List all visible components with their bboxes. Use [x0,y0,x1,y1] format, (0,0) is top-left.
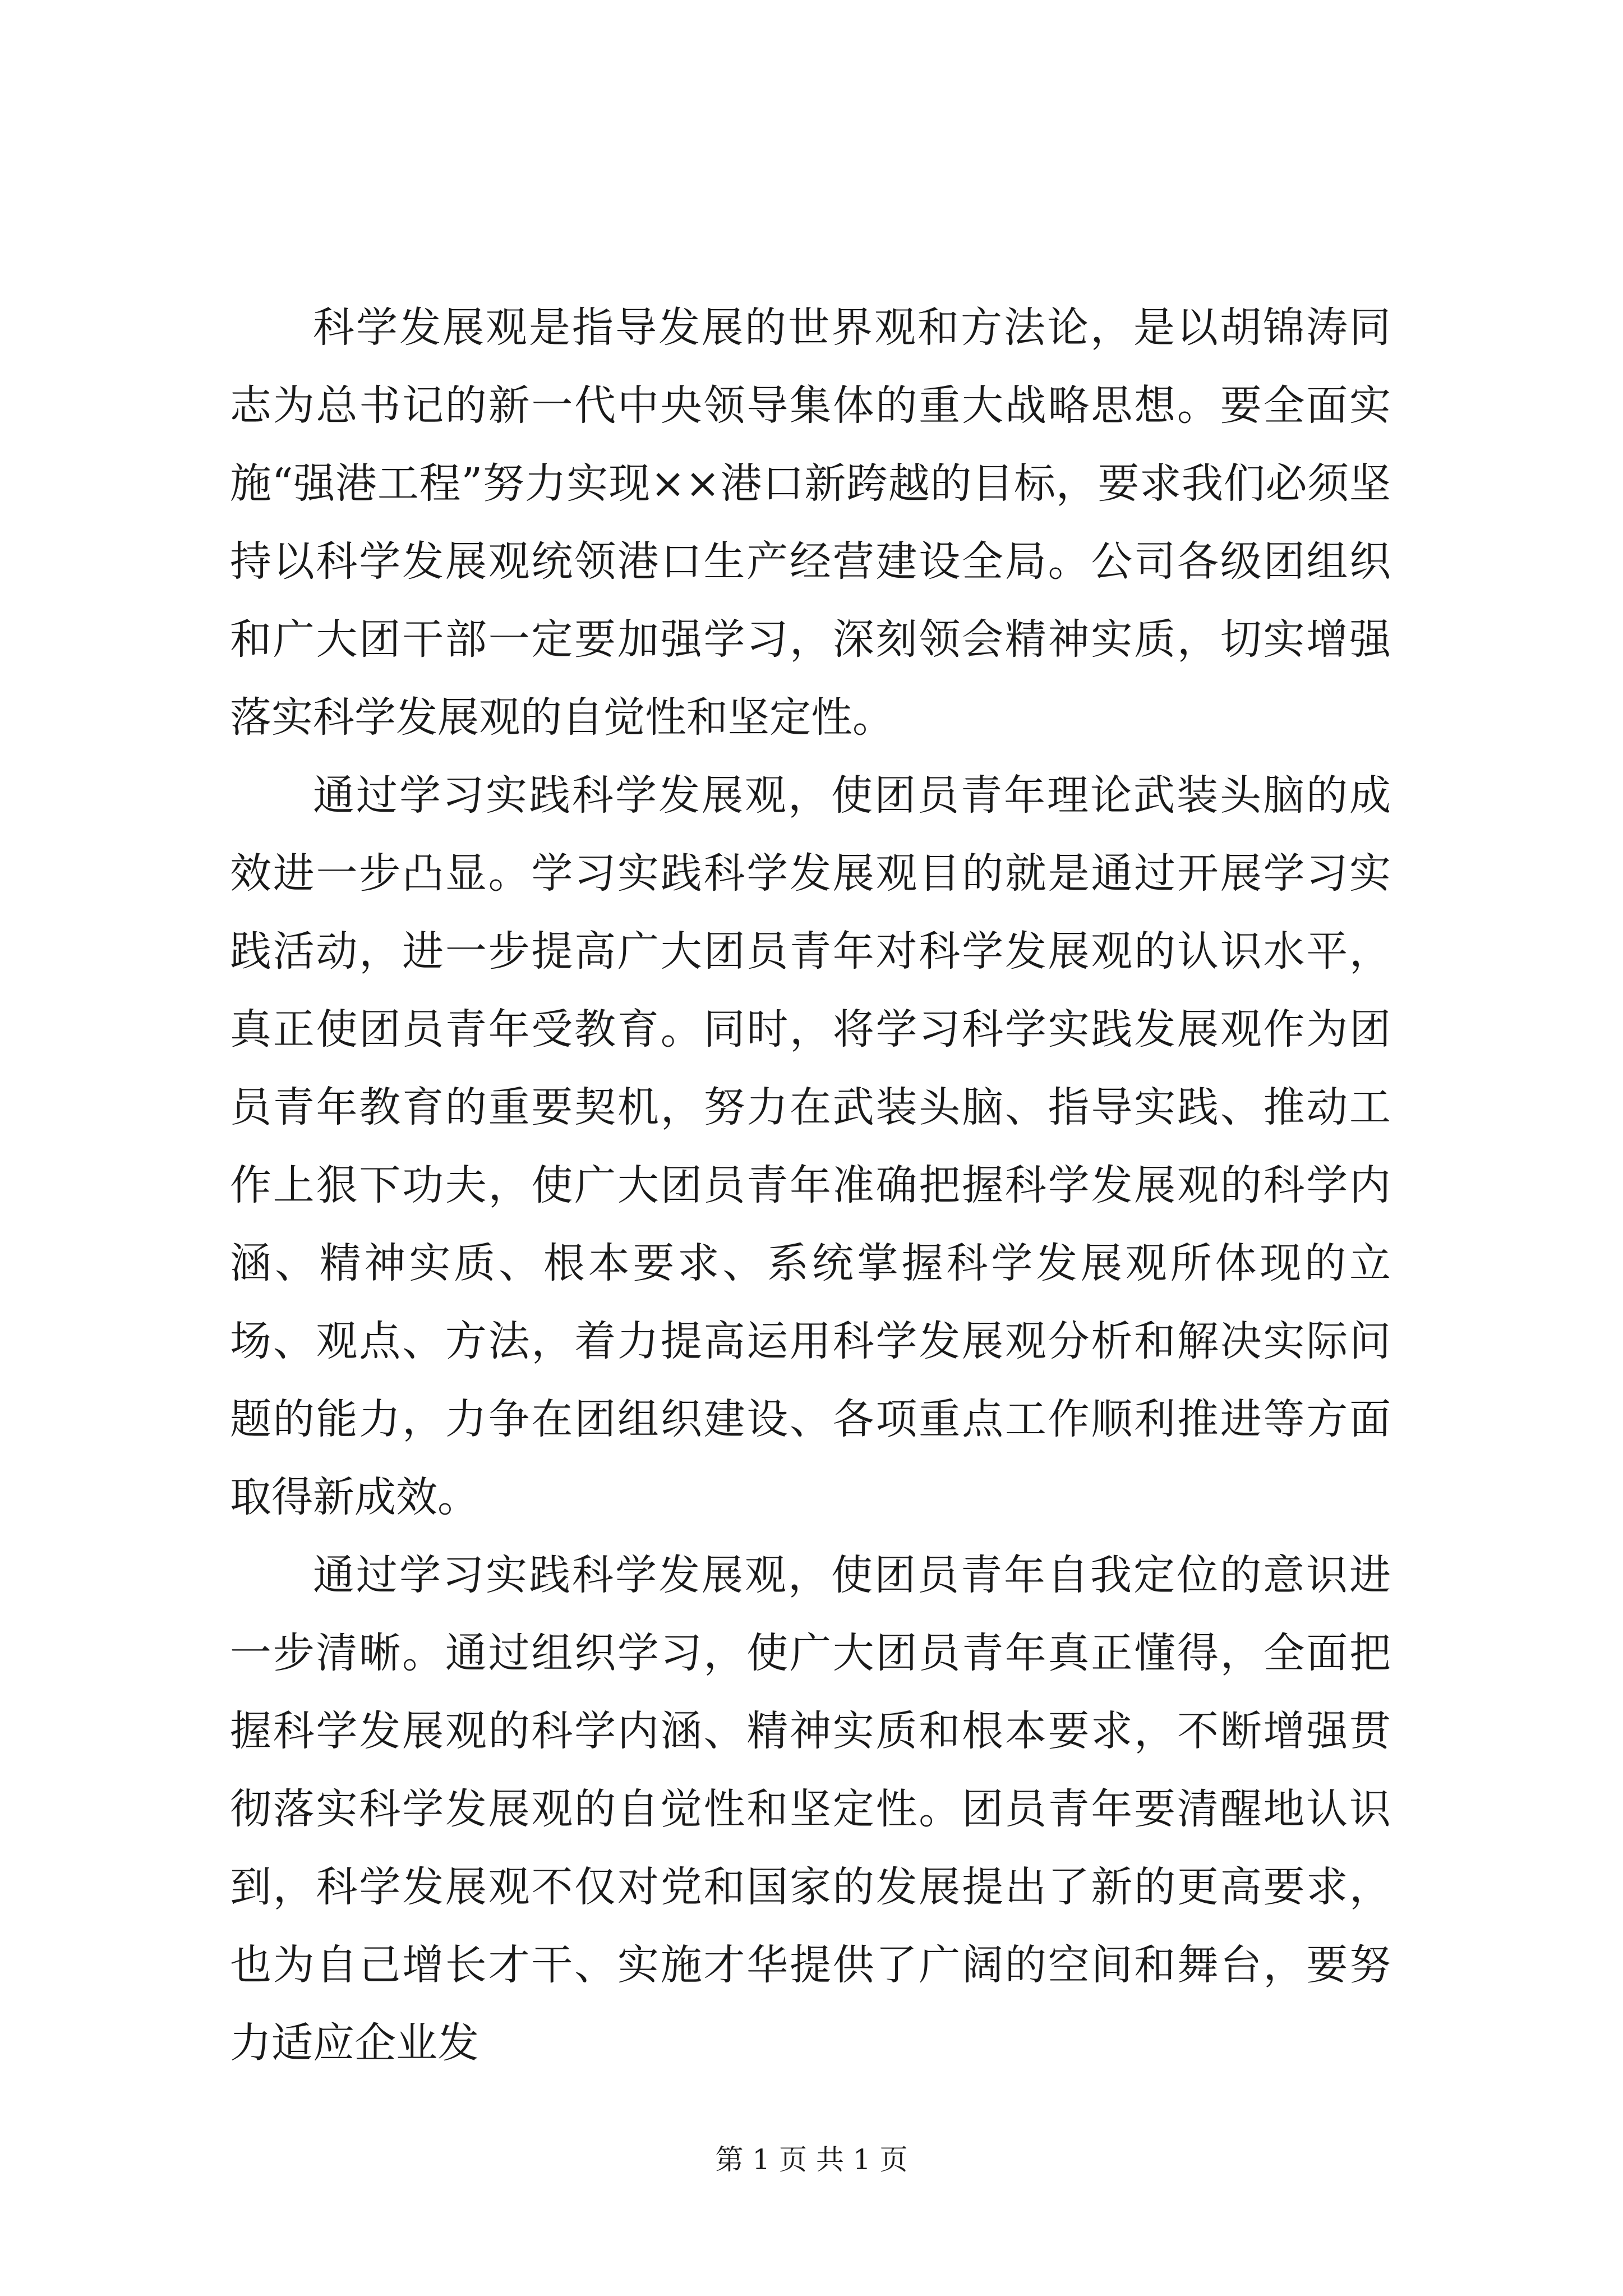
document-body [230,289,1391,2082]
paragraph-2: 通过学习实践科学发展观，使团员青年理论武装头脑的成效进一步凸显。学习实践科学发展观目的就是通过开展学习实践活动，进一步提高广大团员青年对科学发展观的认识水平，真正使团员青年受教育。同时，将学习科学实践发展观作为团员青年教育的重要契机，努力在武装头脑、指导实践、推动工作上狠下功夫，使广大团员青年准确把握科学发展观的科学内涵、精神实质、根本要求、系统掌握科学发展观所体现的立场、观点、方法，着力提高运用科学发展观分析和解决实际问题的能力，力争在团组织建设、各项重点工作顺利推进等方面取得新成效。 [230,771,1391,1521]
page-number-label: 第 1 页 共 1 页 [715,2143,908,2176]
paragraph-1: 科学发展观是指导发展的世界观和方法论，是以胡锦涛同志为总书记的新一代中央领导集体的重大战略思想。要全面实施“强港工程”努力实现××港口新跨越的目标，要求我们必须坚持以科学发展观统领港口生产经营建设全局。公司各级团组织和广大团干部一定要加强学习，深刻领会精神实质，切实增强落实科学发展观的自觉性和坚定性。 [230,303,1391,742]
paragraph-3: 通过学习实践科学发展观，使团员青年自我定位的意识进一步清晰。通过组织学习，使广大团员青年真正懂得，全面把握科学发展观的科学内涵、精神实质和根本要求，不断增强贯彻落实科学发展观的自觉性和坚定性。团员青年要清醒地认识到，科学发展观不仅对党和国家的发展提出了新的更高要求，也为自己增长才干、实施才华提供了广阔的空间和舞台，要努力适应企业发 [230,1551,1391,2067]
page-footer [0,2143,1623,2177]
